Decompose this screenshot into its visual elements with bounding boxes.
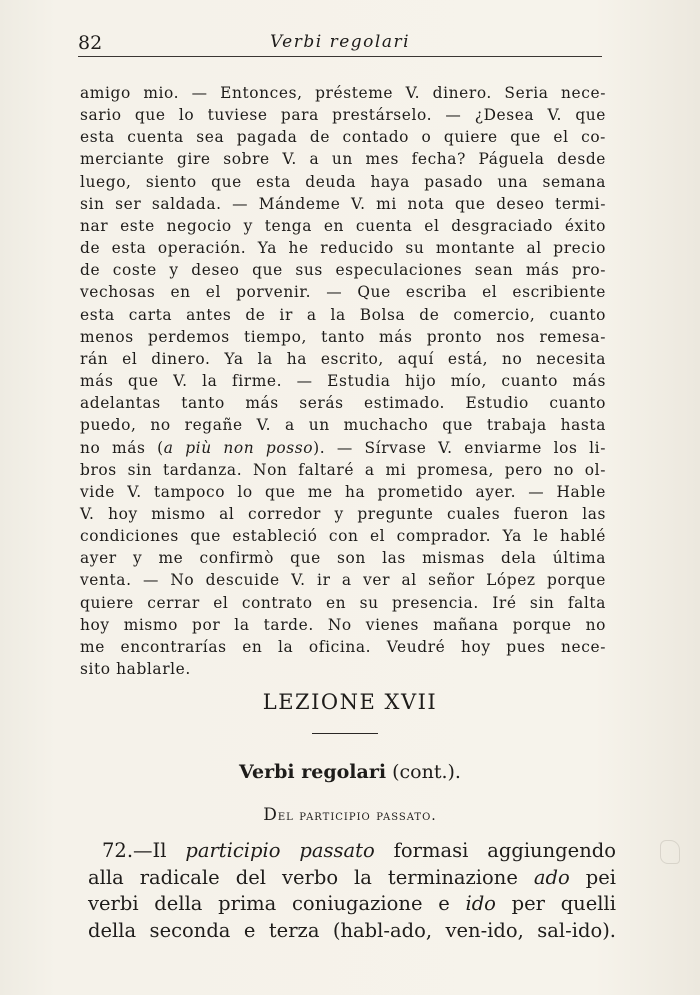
italic-term: participio passato: [185, 839, 375, 862]
text-line: sario que lo tuviese para prestárselo. — ¿Desea V. que: [80, 106, 606, 125]
text-line: quiere cerrar el contrato en su presencia. Iré sin falta: [80, 593, 606, 612]
text-line: menos perdemos tiempo, tanto más pronto nos remesa-: [80, 327, 606, 346]
text-run: verbi della prima coniugazione e: [88, 892, 466, 915]
text-line: hoy mismo por la tarde. No vienes mañana porque no: [80, 615, 606, 634]
text-line: merciante gire sobre V. a un mes fecha? Páguela desde: [80, 150, 606, 169]
text-line: amigo mio. — Entonces, présteme V. dinero. Seria nece-: [80, 84, 606, 102]
paragraph-line: [88, 838, 616, 865]
title-divider: [312, 733, 378, 734]
subsection-heading: [0, 805, 700, 825]
text-line: de esta operación. Ya he reducido su montante al precio: [80, 239, 606, 258]
section-title-main: Verbi regolari: [239, 761, 387, 783]
text-line: bros sin tardanza. Non faltaré a mi promesa, pero no ol-: [80, 460, 606, 479]
spanish-exercise-text: [80, 82, 606, 680]
section-title-suffix: (cont.).: [386, 761, 461, 783]
text-run: alla radicale del verbo la terminazione: [88, 865, 534, 889]
italic-term: ido: [465, 892, 496, 915]
text-line: V. hoy mismo al corredor y pregunte cuales fueron las: [80, 504, 606, 523]
subsection-rest: el participio passato.: [277, 808, 437, 824]
text-line: luego, siento que esta deuda haya pasado una semana: [80, 172, 606, 191]
page-number: 82: [78, 32, 103, 54]
text-line: vide V. tampoco lo que me ha prometido ayer. — Hable: [80, 482, 606, 501]
text-line: sito hablarle.: [80, 660, 191, 679]
text-line: esta cuenta sea pagada de contado o quiere que el co-: [80, 128, 606, 147]
text-run: 72.—Il: [102, 839, 186, 862]
italic-phrase: a più non posso: [163, 438, 314, 457]
rule-paragraph-72: [88, 838, 616, 944]
text-run: pei: [569, 865, 616, 889]
section-title: [0, 761, 700, 783]
paragraph-line: [88, 865, 616, 892]
text-run: formasi aggiungendo: [374, 839, 616, 862]
text-run: per quelli: [495, 892, 616, 915]
text-line: vechosas en el porvenir. — Que escriba el escribiente: [80, 283, 606, 302]
text-line: nar este negocio y tenga en cuenta el desgraciado éxito: [80, 216, 606, 235]
text-line: venta. — No descuide V. ir a ver al señor López porque: [80, 571, 606, 590]
text-line: sin ser saldada. — Mándeme V. mi nota que deseo termi-: [80, 194, 606, 213]
text-line: más que V. la firme. — Estudia hijo mío, cuanto más: [80, 372, 606, 391]
italic-term: ado: [533, 865, 570, 889]
text-line: adelantas tanto más serás estimado. Estudio cuanto: [80, 394, 606, 413]
text-line: esta carta antes de ir a la Bolsa de comercio, cuanto: [80, 305, 606, 324]
paragraph-line: [88, 891, 616, 918]
subsection-initial: D: [263, 805, 278, 825]
page-header: [78, 30, 602, 57]
lesson-title: LEZIONE XVII: [262, 690, 438, 714]
paragraph-line: della seconda e terza (habl-ado, ven-ido, sal-ido).: [88, 918, 616, 942]
running-title: Verbi regolari: [269, 32, 411, 52]
text-line: de coste y deseo que sus especulaciones sean más pro-: [80, 261, 606, 280]
text-line: rán el dinero. Ya la ha escrito, aquí está, no necesita: [80, 349, 606, 368]
text-line: no más (a più non posso). — Sírvase V. enviarme los li-: [80, 438, 606, 457]
text-line: ayer y me confirmò que son las mismas dela última: [80, 549, 606, 568]
text-line: puedo, no regañe V. a un muchacho que trabaja hasta: [80, 416, 606, 435]
text-line: me encontrarías en la oficina. Veudré hoy pues nece-: [80, 637, 606, 656]
margin-stain: [660, 840, 680, 864]
text-line: condiciones que estableció con el comprador. Ya le hablé: [80, 527, 606, 546]
